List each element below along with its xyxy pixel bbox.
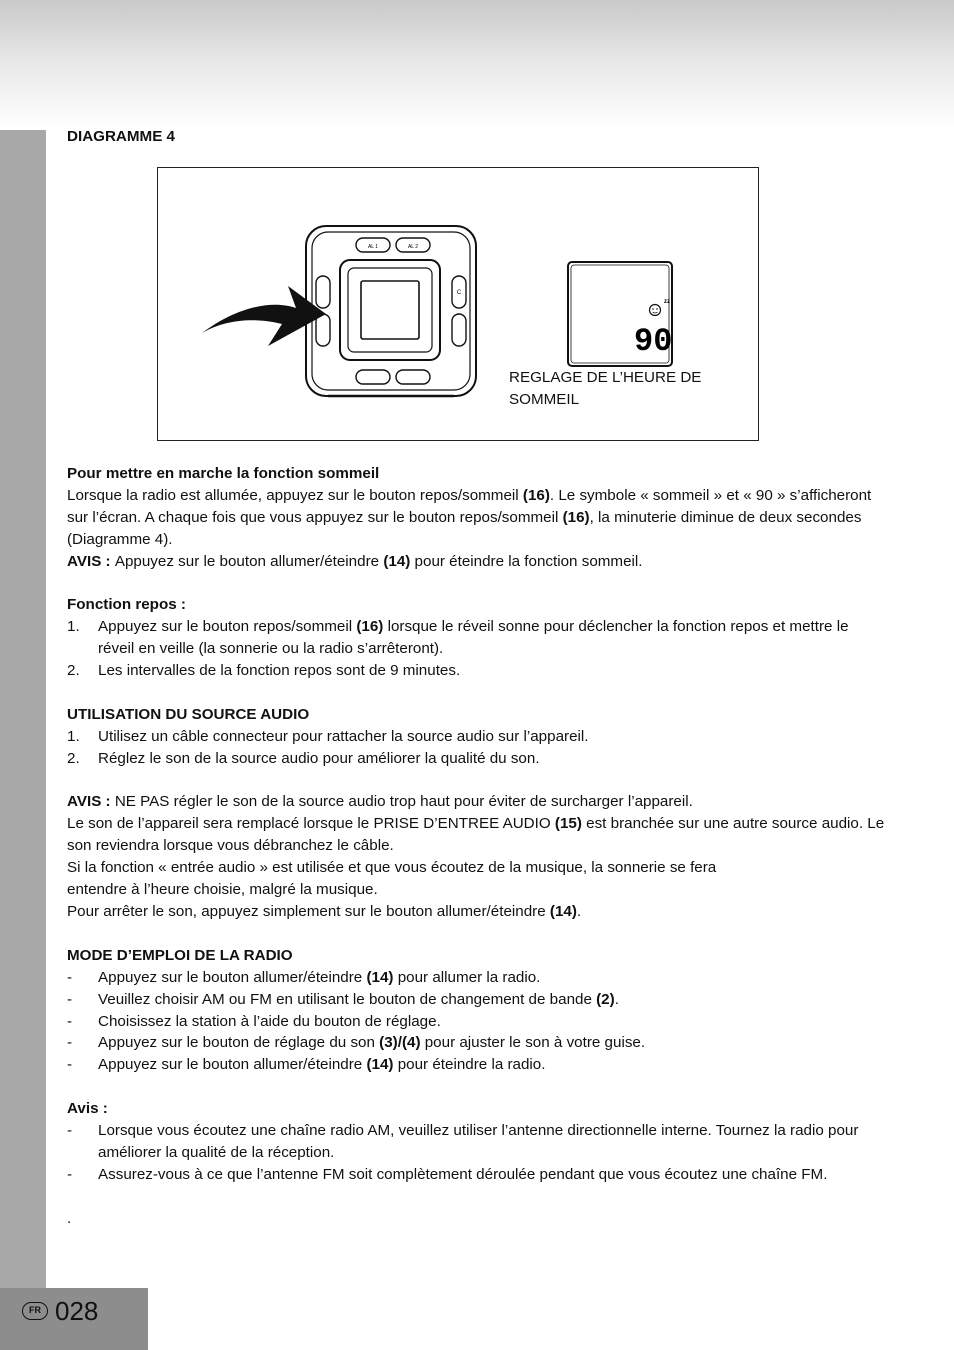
page-number: 028	[55, 1296, 99, 1326]
diagram-caption: REGLAGE DE L’HEURE DE SOMMEIL	[509, 369, 702, 408]
audio-paragraph-3b: entendre à l’heure choisie, malgré la musique.	[67, 881, 378, 899]
list-item: - Choisissez la station à l’aide du bouton de réglage.	[67, 1012, 441, 1030]
c-label: C	[456, 290, 462, 296]
list-item: - Appuyez sur le bouton allumer/éteindre (14) pour allumer la radio.	[67, 968, 541, 986]
audio-heading: UTILISATION DU SOURCE AUDIO	[67, 705, 310, 723]
snooze-heading: Fonction repos :	[67, 596, 186, 614]
notes-heading: Avis :	[67, 1100, 108, 1118]
list-item: - Appuyez sur le bouton de réglage du son (3)/(4) pour ajuster le son à votre guise.	[67, 1034, 646, 1052]
sleep-note: AVIS : Appuyez sur le bouton allumer/éteindre (14) pour éteindre la fonction sommeil.	[67, 552, 643, 570]
header-gradient-band	[0, 0, 954, 130]
diagram-heading: DIAGRAMME 4	[67, 128, 176, 145]
trailing-dot: .	[67, 1209, 72, 1227]
list-item: - Veuillez choisir AM ou FM en utilisant le bouton de changement de bande (2).	[67, 990, 619, 1008]
audio-note: AVIS : NE PAS régler le son de la source audio trop haut pour éviter de surcharger l’appareil.	[67, 793, 693, 811]
list-item: 2. Les intervalles de la fonction repos sont de 9 minutes.	[67, 662, 461, 680]
lcd-value: 90	[634, 323, 673, 360]
audio-paragraph-3a: Si la fonction « entrée audio » est utilisée et que vous écoutez de la musique, la sonnerie se fera	[67, 859, 717, 877]
al1-label: AL 1	[367, 244, 379, 250]
svg-text:zz: zz	[664, 299, 670, 305]
al2-label: AL 2	[407, 244, 419, 250]
audio-paragraph-2: Le son de l’appareil sera remplacé lorsque le PRISE D’ENTREE AUDIO (15) est branchée sur une autre source audio. Le son reviendra lorsque vous débranchez le câble.	[67, 815, 885, 855]
list-item: - Appuyez sur le bouton allumer/éteindre (14) pour éteindre la radio.	[67, 1056, 546, 1074]
list-item: - Assurez-vous à ce que l’antenne FM soit complètement déroulée pendant que vous écoutez une chaîne FM.	[67, 1165, 828, 1183]
list-item: 1. Appuyez sur le bouton repos/sommeil (16) lorsque le réveil sonne pour déclencher la fonction repos et mettre le réveil en veille (la sonnerie ou la radio s’arrêteront).	[67, 618, 849, 658]
radio-heading: MODE D’EMPLOI DE LA RADIO	[67, 946, 293, 964]
sleep-paragraph: Lorsque la radio est allumée, appuyez sur le bouton repos/sommeil (16). Le symbole « sommeil » et « 90 » s’afficheront sur l’écran. A chaque fois que vous appuyez sur le bouton repos/sommeil (16), la minuterie diminue de deux secondes (Diagramme 4).	[67, 486, 872, 548]
audio-paragraph-4: Pour arrêter le son, appuyez simplement sur le bouton allumer/éteindre (14).	[67, 902, 582, 920]
page-content	[67, 126, 887, 1230]
list-item: - Lorsque vous écoutez une chaîne radio AM, veuillez utiliser l’antenne directionnelle interne. Tournez la radio pour améliorer la qualité de la réception.	[67, 1122, 859, 1161]
language-badge: FR	[22, 1302, 48, 1320]
sleep-heading: Pour mettre en marche la fonction sommeil	[67, 464, 380, 482]
list-item: 2. Réglez le son de la source audio pour améliorer la qualité du son.	[67, 749, 540, 767]
left-margin-bar	[0, 130, 46, 1290]
list-item: 1. Utilisez un câble connecteur pour rattacher la source audio sur l’appareil.	[67, 727, 589, 745]
